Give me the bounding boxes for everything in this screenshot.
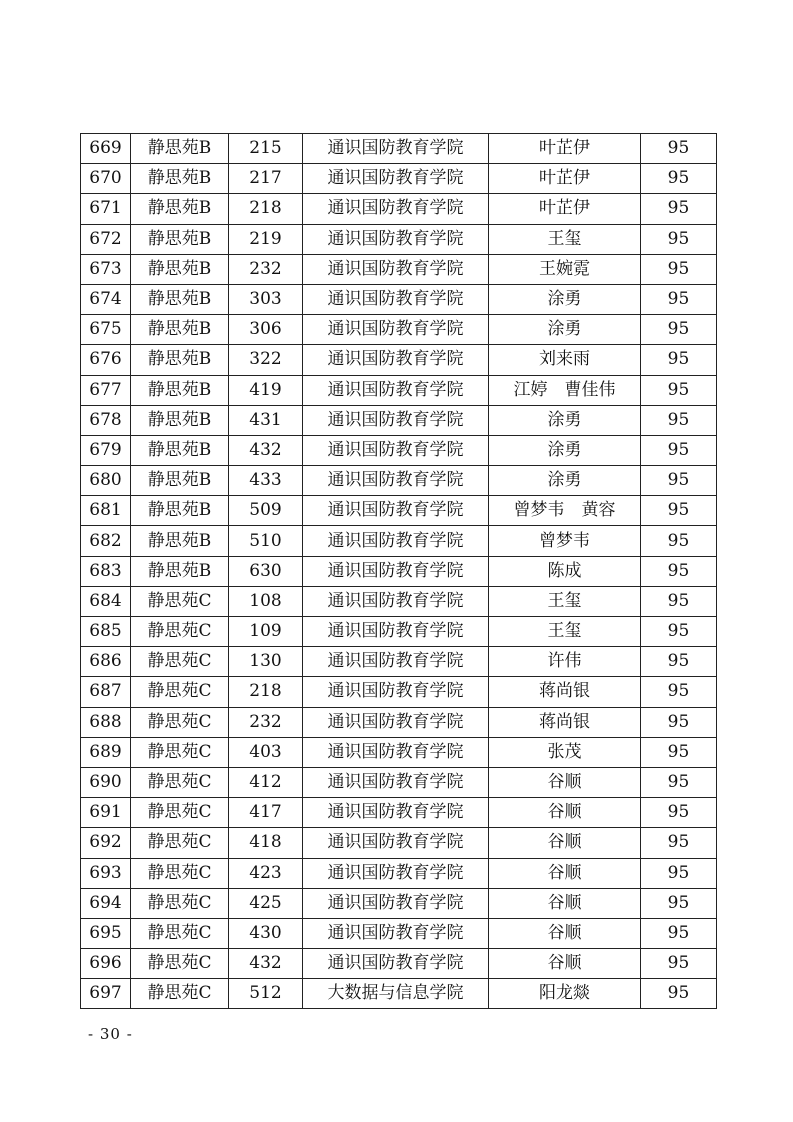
cell-score: 95 bbox=[641, 194, 717, 224]
cell-score: 95 bbox=[641, 284, 717, 314]
cell-responsible-person: 江婷 曹佳伟 bbox=[489, 375, 641, 405]
dormitory-score-table-container bbox=[80, 133, 716, 1009]
cell-responsible-person: 谷顺 bbox=[489, 767, 641, 797]
cell-row-number: 675 bbox=[81, 315, 131, 345]
cell-college: 通识国防教育学院 bbox=[303, 798, 489, 828]
cell-score: 95 bbox=[641, 707, 717, 737]
cell-building: 静思苑C bbox=[131, 737, 229, 767]
table-row bbox=[81, 466, 717, 496]
cell-college: 通识国防教育学院 bbox=[303, 375, 489, 405]
cell-responsible-person: 涂勇 bbox=[489, 284, 641, 314]
cell-score: 95 bbox=[641, 798, 717, 828]
cell-score: 95 bbox=[641, 828, 717, 858]
cell-row-number: 677 bbox=[81, 375, 131, 405]
cell-row-number: 673 bbox=[81, 254, 131, 284]
cell-row-number: 692 bbox=[81, 828, 131, 858]
cell-college: 通识国防教育学院 bbox=[303, 858, 489, 888]
cell-score: 95 bbox=[641, 375, 717, 405]
cell-room: 431 bbox=[229, 405, 303, 435]
cell-room: 306 bbox=[229, 315, 303, 345]
cell-college: 大数据与信息学院 bbox=[303, 979, 489, 1009]
cell-responsible-person: 张茂 bbox=[489, 737, 641, 767]
cell-college: 通识国防教育学院 bbox=[303, 224, 489, 254]
cell-responsible-person: 叶芷伊 bbox=[489, 134, 641, 164]
cell-college: 通识国防教育学院 bbox=[303, 526, 489, 556]
cell-building: 静思苑B bbox=[131, 466, 229, 496]
cell-responsible-person: 谷顺 bbox=[489, 858, 641, 888]
cell-responsible-person: 阳龙燚 bbox=[489, 979, 641, 1009]
cell-college: 通识国防教育学院 bbox=[303, 345, 489, 375]
cell-room: 419 bbox=[229, 375, 303, 405]
cell-room: 109 bbox=[229, 617, 303, 647]
table-row bbox=[81, 798, 717, 828]
table-row bbox=[81, 888, 717, 918]
cell-room: 219 bbox=[229, 224, 303, 254]
cell-room: 432 bbox=[229, 435, 303, 465]
table-row bbox=[81, 254, 717, 284]
cell-room: 425 bbox=[229, 888, 303, 918]
cell-score: 95 bbox=[641, 586, 717, 616]
cell-room: 108 bbox=[229, 586, 303, 616]
cell-college: 通识国防教育学院 bbox=[303, 466, 489, 496]
cell-row-number: 682 bbox=[81, 526, 131, 556]
cell-responsible-person: 涂勇 bbox=[489, 466, 641, 496]
cell-room: 430 bbox=[229, 918, 303, 948]
cell-building: 静思苑B bbox=[131, 315, 229, 345]
cell-room: 433 bbox=[229, 466, 303, 496]
cell-room: 418 bbox=[229, 828, 303, 858]
cell-score: 95 bbox=[641, 134, 717, 164]
cell-building: 静思苑B bbox=[131, 526, 229, 556]
cell-college: 通识国防教育学院 bbox=[303, 737, 489, 767]
table-row bbox=[81, 164, 717, 194]
cell-score: 95 bbox=[641, 435, 717, 465]
cell-responsible-person: 涂勇 bbox=[489, 405, 641, 435]
cell-row-number: 684 bbox=[81, 586, 131, 616]
cell-college: 通识国防教育学院 bbox=[303, 677, 489, 707]
cell-building: 静思苑B bbox=[131, 194, 229, 224]
cell-responsible-person: 涂勇 bbox=[489, 315, 641, 345]
cell-score: 95 bbox=[641, 556, 717, 586]
cell-responsible-person: 蒋尚银 bbox=[489, 707, 641, 737]
cell-building: 静思苑C bbox=[131, 979, 229, 1009]
cell-college: 通识国防教育学院 bbox=[303, 435, 489, 465]
cell-room: 322 bbox=[229, 345, 303, 375]
cell-responsible-person: 曾梦韦 bbox=[489, 526, 641, 556]
cell-college: 通识国防教育学院 bbox=[303, 767, 489, 797]
table-row bbox=[81, 224, 717, 254]
table-row bbox=[81, 496, 717, 526]
cell-building: 静思苑B bbox=[131, 134, 229, 164]
cell-responsible-person: 王玺 bbox=[489, 586, 641, 616]
cell-room: 130 bbox=[229, 647, 303, 677]
cell-building: 静思苑B bbox=[131, 556, 229, 586]
cell-row-number: 694 bbox=[81, 888, 131, 918]
table-row bbox=[81, 405, 717, 435]
cell-responsible-person: 王玺 bbox=[489, 224, 641, 254]
cell-row-number: 685 bbox=[81, 617, 131, 647]
table-row bbox=[81, 737, 717, 767]
cell-room: 218 bbox=[229, 677, 303, 707]
table-row bbox=[81, 828, 717, 858]
cell-building: 静思苑B bbox=[131, 284, 229, 314]
cell-room: 417 bbox=[229, 798, 303, 828]
cell-score: 95 bbox=[641, 224, 717, 254]
cell-row-number: 690 bbox=[81, 767, 131, 797]
cell-college: 通识国防教育学院 bbox=[303, 586, 489, 616]
table-row bbox=[81, 918, 717, 948]
cell-college: 通识国防教育学院 bbox=[303, 315, 489, 345]
cell-building: 静思苑C bbox=[131, 858, 229, 888]
cell-college: 通识国防教育学院 bbox=[303, 496, 489, 526]
table-row bbox=[81, 194, 717, 224]
cell-row-number: 679 bbox=[81, 435, 131, 465]
cell-college: 通识国防教育学院 bbox=[303, 707, 489, 737]
cell-building: 静思苑C bbox=[131, 949, 229, 979]
cell-responsible-person: 曾梦韦 黄容 bbox=[489, 496, 641, 526]
cell-college: 通识国防教育学院 bbox=[303, 405, 489, 435]
cell-building: 静思苑C bbox=[131, 918, 229, 948]
cell-score: 95 bbox=[641, 737, 717, 767]
cell-score: 95 bbox=[641, 858, 717, 888]
cell-building: 静思苑C bbox=[131, 888, 229, 918]
cell-building: 静思苑B bbox=[131, 496, 229, 526]
cell-college: 通识国防教育学院 bbox=[303, 134, 489, 164]
cell-building: 静思苑C bbox=[131, 828, 229, 858]
cell-building: 静思苑C bbox=[131, 677, 229, 707]
cell-building: 静思苑C bbox=[131, 586, 229, 616]
cell-responsible-person: 谷顺 bbox=[489, 949, 641, 979]
cell-row-number: 695 bbox=[81, 918, 131, 948]
cell-college: 通识国防教育学院 bbox=[303, 284, 489, 314]
cell-college: 通识国防教育学院 bbox=[303, 164, 489, 194]
cell-building: 静思苑B bbox=[131, 345, 229, 375]
cell-row-number: 683 bbox=[81, 556, 131, 586]
cell-row-number: 689 bbox=[81, 737, 131, 767]
cell-room: 510 bbox=[229, 526, 303, 556]
cell-building: 静思苑B bbox=[131, 254, 229, 284]
cell-responsible-person: 蒋尚银 bbox=[489, 677, 641, 707]
cell-college: 通识国防教育学院 bbox=[303, 647, 489, 677]
cell-row-number: 686 bbox=[81, 647, 131, 677]
cell-score: 95 bbox=[641, 496, 717, 526]
cell-row-number: 669 bbox=[81, 134, 131, 164]
cell-score: 95 bbox=[641, 918, 717, 948]
cell-building: 静思苑B bbox=[131, 435, 229, 465]
cell-responsible-person: 叶芷伊 bbox=[489, 164, 641, 194]
cell-room: 232 bbox=[229, 707, 303, 737]
table-row bbox=[81, 526, 717, 556]
cell-score: 95 bbox=[641, 617, 717, 647]
cell-score: 95 bbox=[641, 949, 717, 979]
cell-score: 95 bbox=[641, 979, 717, 1009]
cell-responsible-person: 谷顺 bbox=[489, 798, 641, 828]
table-row bbox=[81, 647, 717, 677]
cell-building: 静思苑C bbox=[131, 647, 229, 677]
cell-row-number: 688 bbox=[81, 707, 131, 737]
cell-row-number: 672 bbox=[81, 224, 131, 254]
cell-score: 95 bbox=[641, 767, 717, 797]
cell-college: 通识国防教育学院 bbox=[303, 888, 489, 918]
cell-room: 232 bbox=[229, 254, 303, 284]
cell-row-number: 681 bbox=[81, 496, 131, 526]
cell-building: 静思苑C bbox=[131, 767, 229, 797]
cell-responsible-person: 许伟 bbox=[489, 647, 641, 677]
table-row bbox=[81, 979, 717, 1009]
table-row bbox=[81, 617, 717, 647]
cell-building: 静思苑C bbox=[131, 707, 229, 737]
cell-row-number: 678 bbox=[81, 405, 131, 435]
cell-college: 通识国防教育学院 bbox=[303, 949, 489, 979]
table-row bbox=[81, 284, 717, 314]
cell-responsible-person: 王婉霓 bbox=[489, 254, 641, 284]
cell-room: 432 bbox=[229, 949, 303, 979]
table-row bbox=[81, 586, 717, 616]
cell-score: 95 bbox=[641, 466, 717, 496]
cell-row-number: 680 bbox=[81, 466, 131, 496]
cell-college: 通识国防教育学院 bbox=[303, 617, 489, 647]
cell-responsible-person: 谷顺 bbox=[489, 888, 641, 918]
cell-responsible-person: 谷顺 bbox=[489, 828, 641, 858]
cell-room: 509 bbox=[229, 496, 303, 526]
table-row bbox=[81, 707, 717, 737]
cell-responsible-person: 陈成 bbox=[489, 556, 641, 586]
cell-room: 303 bbox=[229, 284, 303, 314]
cell-building: 静思苑B bbox=[131, 224, 229, 254]
cell-row-number: 691 bbox=[81, 798, 131, 828]
cell-score: 95 bbox=[641, 677, 717, 707]
cell-score: 95 bbox=[641, 254, 717, 284]
cell-row-number: 687 bbox=[81, 677, 131, 707]
cell-row-number: 674 bbox=[81, 284, 131, 314]
cell-room: 512 bbox=[229, 979, 303, 1009]
cell-row-number: 670 bbox=[81, 164, 131, 194]
table-row bbox=[81, 375, 717, 405]
cell-college: 通识国防教育学院 bbox=[303, 828, 489, 858]
cell-room: 218 bbox=[229, 194, 303, 224]
cell-building: 静思苑B bbox=[131, 405, 229, 435]
cell-college: 通识国防教育学院 bbox=[303, 194, 489, 224]
cell-row-number: 697 bbox=[81, 979, 131, 1009]
cell-responsible-person: 谷顺 bbox=[489, 918, 641, 948]
cell-score: 95 bbox=[641, 647, 717, 677]
cell-college: 通识国防教育学院 bbox=[303, 254, 489, 284]
cell-score: 95 bbox=[641, 405, 717, 435]
cell-room: 403 bbox=[229, 737, 303, 767]
table-row bbox=[81, 315, 717, 345]
cell-room: 423 bbox=[229, 858, 303, 888]
cell-score: 95 bbox=[641, 315, 717, 345]
cell-score: 95 bbox=[641, 164, 717, 194]
table-row bbox=[81, 858, 717, 888]
cell-score: 95 bbox=[641, 345, 717, 375]
cell-row-number: 693 bbox=[81, 858, 131, 888]
cell-building: 静思苑C bbox=[131, 798, 229, 828]
page-number: - 30 - bbox=[88, 1025, 133, 1043]
cell-row-number: 676 bbox=[81, 345, 131, 375]
table-row bbox=[81, 556, 717, 586]
cell-responsible-person: 涂勇 bbox=[489, 435, 641, 465]
cell-score: 95 bbox=[641, 888, 717, 918]
cell-room: 630 bbox=[229, 556, 303, 586]
dormitory-score-table bbox=[80, 133, 717, 1009]
cell-building: 静思苑B bbox=[131, 375, 229, 405]
table-row bbox=[81, 345, 717, 375]
cell-score: 95 bbox=[641, 526, 717, 556]
cell-building: 静思苑C bbox=[131, 617, 229, 647]
cell-room: 215 bbox=[229, 134, 303, 164]
table-row bbox=[81, 677, 717, 707]
cell-responsible-person: 王玺 bbox=[489, 617, 641, 647]
cell-row-number: 671 bbox=[81, 194, 131, 224]
cell-room: 412 bbox=[229, 767, 303, 797]
table-row bbox=[81, 949, 717, 979]
cell-responsible-person: 叶芷伊 bbox=[489, 194, 641, 224]
table-row bbox=[81, 435, 717, 465]
cell-room: 217 bbox=[229, 164, 303, 194]
table-body bbox=[81, 134, 717, 1009]
table-row bbox=[81, 134, 717, 164]
cell-responsible-person: 刘来雨 bbox=[489, 345, 641, 375]
cell-college: 通识国防教育学院 bbox=[303, 918, 489, 948]
cell-row-number: 696 bbox=[81, 949, 131, 979]
cell-building: 静思苑B bbox=[131, 164, 229, 194]
table-row bbox=[81, 767, 717, 797]
cell-college: 通识国防教育学院 bbox=[303, 556, 489, 586]
